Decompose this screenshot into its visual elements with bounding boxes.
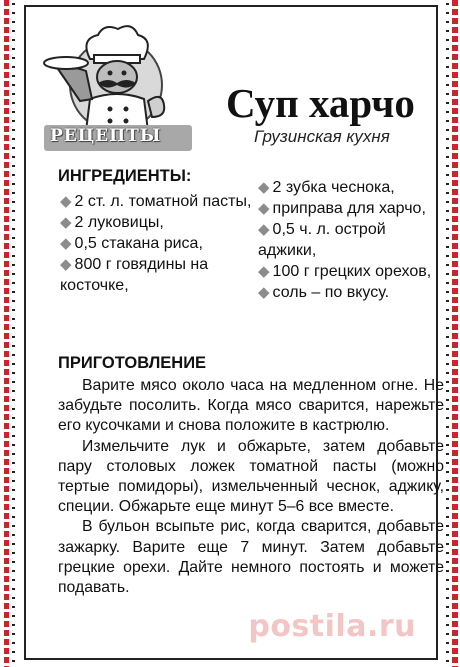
ingredient-item: ◆ соль – по вкусу.: [258, 284, 390, 301]
bullet-diamond-icon: ◆: [60, 214, 72, 231]
recipe-title: Суп харчо: [226, 80, 415, 126]
ingredient-item: ◆ 2 луковицы,: [60, 214, 164, 231]
recipe-subtitle: Грузинская кухня: [254, 127, 390, 146]
ingredient-item: ◆ 800 г говядины на косточке,: [60, 256, 209, 294]
ingredient-item: ◆ 0,5 стакана риса,: [60, 235, 203, 252]
method-paragraph: Измельчите лук и обжарьте, затем добавьте пару столовых ложек томатной пасты (можно тертые помидоры), измельченный чеснок, аджику, специи. Обжарьте еще минут 5–6 все вместе.: [58, 437, 444, 516]
ingredient-item: ◆ 2 зубка чеснока,: [258, 179, 395, 196]
chef-illustration-icon: [40, 21, 192, 131]
bullet-diamond-icon: ◆: [258, 200, 270, 217]
ingredient-item: ◆ приправа для харчо,: [258, 200, 426, 217]
method-paragraph: В бульон всыпьте рис, когда сварится, добавьте зажарку. Варите еще 7 минут. Затем добавьте грецкие орехи. Дайте немного постоять и можете подавать.: [58, 518, 444, 597]
ingredient-item: ◆ 0,5 ч. л. острой аджики,: [258, 221, 386, 259]
recipe-card: [24, 5, 444, 660]
method-paragraph: Варите мясо около часа на медленном огне. Не забудьте посолить. Когда мясо сварится, нарежьте его кусочками и снова положите в кастрюлю.: [58, 377, 444, 435]
bullet-diamond-icon: ◆: [60, 235, 72, 252]
ingredient-item: ◆ 100 г грецких орехов,: [258, 263, 432, 280]
ingredients-heading: ИНГРЕДИЕНТЫ:: [58, 167, 192, 185]
watermark: postila.ru: [248, 609, 416, 644]
method-text: [58, 376, 444, 598]
bullet-diamond-icon: ◆: [258, 221, 270, 238]
logo-label: РЕЦЕПТЫ: [50, 126, 162, 146]
decorative-border-right: [444, 0, 460, 667]
method-heading: ПРИГОТОВЛЕНИЕ: [58, 354, 207, 372]
ingredient-item: ◆ 2 ст. л. томатной пасты,: [60, 193, 252, 210]
ingredients-right-list: [258, 177, 438, 303]
chef-logo: [40, 21, 192, 153]
bullet-diamond-icon: ◆: [60, 256, 72, 273]
bullet-diamond-icon: ◆: [258, 263, 270, 280]
ingredients-left-list: [60, 191, 256, 296]
bullet-diamond-icon: ◆: [258, 284, 270, 301]
bullet-diamond-icon: ◆: [258, 179, 270, 196]
decorative-border-left: [4, 0, 20, 667]
bullet-diamond-icon: ◆: [60, 193, 72, 210]
